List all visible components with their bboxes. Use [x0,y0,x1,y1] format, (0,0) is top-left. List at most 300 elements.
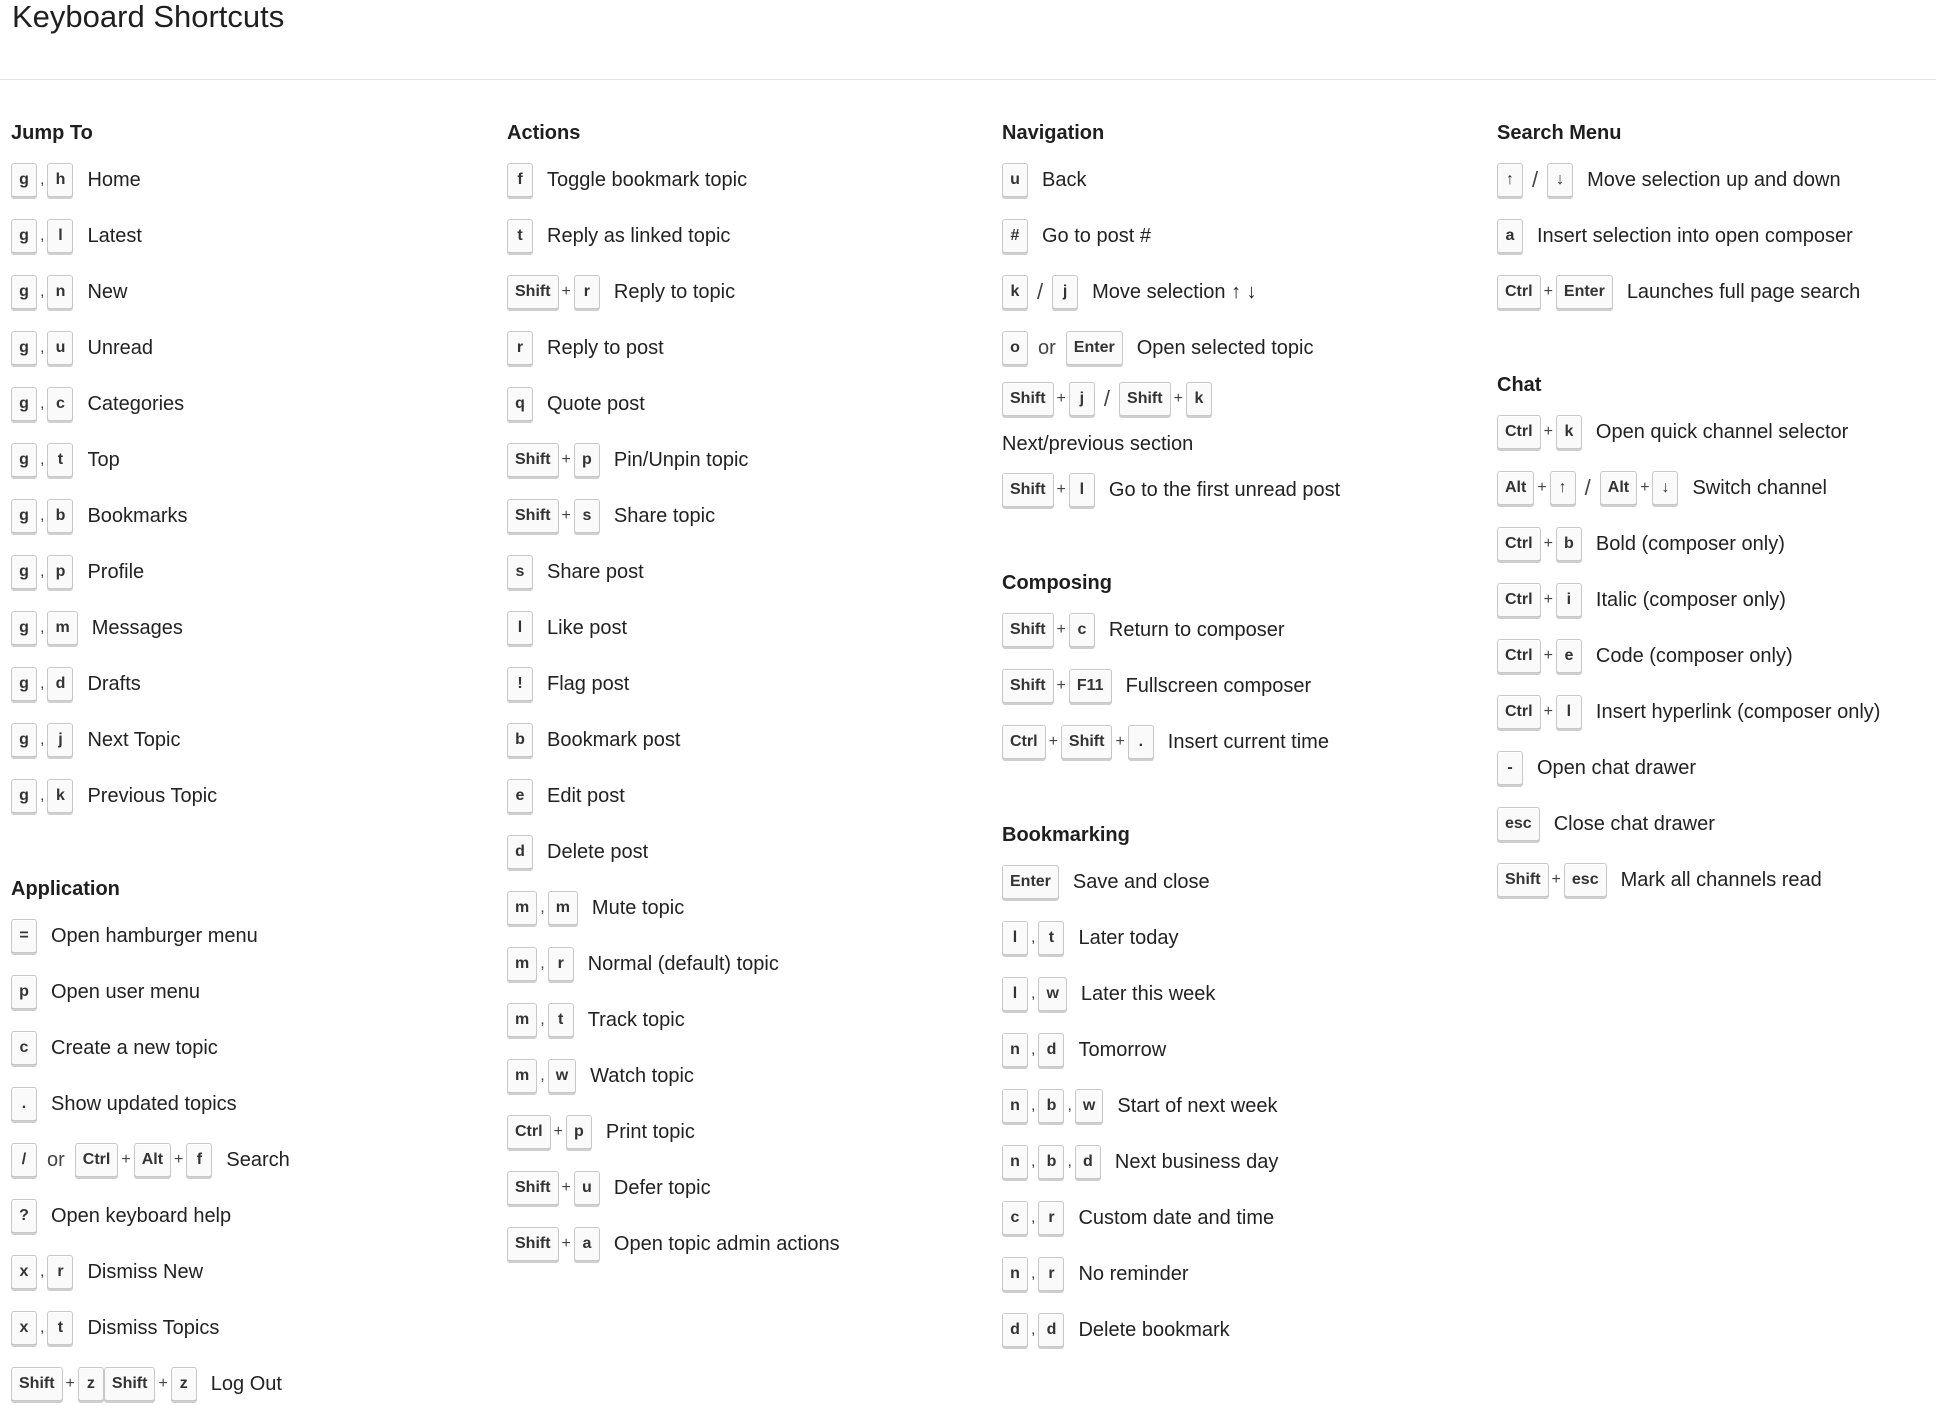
section-jump-to [11,96,290,824]
shortcut-row-custom-date-and-time [1002,1190,1403,1246]
key-shift: Shift [1002,382,1054,416]
section-chat [1497,348,1880,908]
key-r: r [1038,1201,1064,1235]
shortcut-description: Share topic [613,504,716,527]
key-symbol: / [11,1143,37,1177]
shortcut-row-flag-post [507,656,840,712]
key-ctrl: Ctrl [1002,725,1046,759]
key-shift: Shift [1002,613,1054,647]
shortcut-row-share-post [507,544,840,600]
section-title-bookmarking: Bookmarking [1002,824,1130,846]
key-g: g [11,723,37,757]
comma-separator: , [40,451,45,468]
plus-separator: + [1048,733,1058,750]
section-bookmarking [1002,798,1403,1358]
key-l: l [507,611,533,645]
shortcut-description: Like post [547,616,628,639]
key-l: l [1002,977,1028,1011]
shortcut-description: Normal (default) topic [587,952,779,975]
shortcut-description: Delete bookmark [1078,1318,1230,1341]
shortcut-row-print-topic [507,1104,840,1160]
shortcut-row-like-post [507,600,840,656]
shortcut-row-reply-to-topic [507,264,840,320]
shortcut-description: Open selected topic [1136,336,1314,359]
page-title: Keyboard Shortcuts [12,0,285,34]
shortcut-description: Bookmarks [87,504,188,527]
comma-separator: , [40,731,45,748]
key-w: w [548,1059,576,1093]
comma-separator: , [540,1011,545,1028]
key-c: c [11,1031,37,1065]
key-ctrl: Ctrl [1497,527,1541,561]
shortcut-description: Save and close [1072,870,1210,893]
shortcut-description: Dismiss Topics [87,1316,220,1339]
shortcut-description: Launches full page search [1626,280,1861,303]
key-g: g [11,667,37,701]
shortcut-row-launches-full-page-search [1497,264,1880,320]
key-p: p [47,555,73,589]
shortcut-row-mark-all-channels-read [1497,852,1880,908]
shortcut-row-tomorrow [1002,1022,1403,1078]
plus-separator: + [553,1123,563,1140]
shortcut-row-bookmarks [11,488,290,544]
shortcut-description: Insert selection into open composer [1537,224,1853,247]
shortcut-description: Open topic admin actions [613,1232,840,1255]
shortcut-row-quote-post [507,376,840,432]
key-d: d [1075,1145,1101,1179]
key-shift: Shift [11,1367,63,1401]
column-3 [1002,96,1403,1358]
key-esc: esc [1497,807,1540,841]
key-alt: Alt [1497,471,1534,505]
shortcut-row-pin-unpin-topic [507,432,840,488]
key-symbol: ! [507,667,533,701]
shortcut-row-normal-default-topic [507,936,840,992]
plus-separator: + [1056,390,1066,408]
key-shift: Shift [1497,863,1549,897]
key-k: k [1002,275,1028,309]
comma-separator: , [40,395,45,412]
slash-separator: / [1103,386,1111,412]
shortcut-row-defer-topic [507,1160,840,1216]
shortcut-row-mute-topic [507,880,840,936]
shortcut-row-open-user-menu [11,964,290,1020]
section-actions [507,96,840,1272]
shortcut-description: Insert current time [1167,730,1329,753]
key-a: a [1497,219,1523,253]
section-title-navigation: Navigation [1002,122,1105,144]
comma-separator: , [40,507,45,524]
key-l: l [1069,473,1095,507]
key-symbol: . [1128,725,1154,759]
key-f11: F11 [1069,669,1112,703]
shortcut-description: Close chat drawer [1553,812,1715,835]
shortcut-description: Return to composer [1108,618,1285,641]
shortcut-description: Messages [91,616,183,639]
key-l: l [1002,921,1028,955]
key-f: f [507,163,533,197]
shortcut-row-create-a-new-topic [11,1020,290,1076]
shortcut-description: Mark all channels read [1620,868,1822,891]
key-d: d [1038,1033,1064,1067]
shortcut-description: Top [87,448,120,471]
plus-separator: + [1537,479,1547,496]
shortcut-description: Open quick channel selector [1595,420,1849,443]
comma-separator: , [540,1067,545,1084]
key-t: t [47,1311,73,1345]
plus-separator: + [561,1235,571,1252]
shortcut-row-go-to-the-first-unread-post [1002,462,1403,518]
key-m: m [507,891,537,925]
shortcut-row-categories [11,376,290,432]
shortcut-row-switch-channel [1497,460,1880,516]
shortcut-description: Categories [87,392,185,415]
key-x: x [11,1311,37,1345]
comma-separator: , [40,787,45,804]
shortcut-row-back [1002,152,1403,208]
column-1 [11,96,290,1412]
key-t: t [548,1003,574,1037]
shortcut-description: Pin/Unpin topic [613,448,749,471]
key-shift: Shift [104,1367,156,1401]
key-c: c [47,387,73,421]
plus-separator: + [1056,621,1066,638]
key-ctrl: Ctrl [75,1143,119,1177]
or-separator: or [47,1148,65,1171]
key-j: j [1069,382,1095,416]
key-p: p [11,975,37,1009]
shortcut-row-open-topic-admin-actions [507,1216,840,1272]
key-s: s [507,555,533,589]
comma-separator: , [1031,1321,1036,1338]
key-m: m [47,611,77,645]
comma-separator: , [1067,1097,1072,1114]
shortcut-description: Fullscreen composer [1125,674,1312,697]
key-a: a [574,1227,600,1261]
key-symbol: ↑ [1550,471,1576,505]
key-w: w [1075,1089,1103,1123]
shortcut-description: Custom date and time [1078,1206,1275,1229]
shortcut-description: Move selection up and down [1587,168,1841,191]
key-ctrl: Ctrl [507,1115,551,1149]
or-separator: or [1038,336,1056,359]
shortcut-row-profile [11,544,290,600]
plus-separator: + [1115,733,1125,750]
shortcut-row-drafts [11,656,290,712]
shortcut-row-start-of-next-week [1002,1078,1403,1134]
section-search-menu [1497,96,1880,320]
key-g: g [11,219,37,253]
comma-separator: , [40,675,45,692]
shortcut-row-delete-bookmark [1002,1302,1403,1358]
shortcut-description: Later this week [1080,982,1216,1005]
shortcut-row-open-chat-drawer [1497,740,1880,796]
key-symbol: ↓ [1652,471,1678,505]
plus-separator: + [561,283,571,300]
key-p: p [566,1115,592,1149]
shortcut-description: Print topic [605,1120,695,1143]
shortcut-row-dismiss-new [11,1244,290,1300]
key-esc: esc [1564,863,1607,897]
key-t: t [47,443,73,477]
shortcut-row-reply-as-linked-topic [507,208,840,264]
key-shift: Shift [507,443,559,477]
plus-separator: + [1543,535,1553,552]
shortcut-description: Next/previous section [1002,432,1194,455]
plus-separator: + [1173,390,1183,408]
comma-separator: , [1067,1153,1072,1170]
key-enter: Enter [1556,275,1613,309]
key-g: g [11,779,37,813]
key-m: m [548,891,578,925]
shortcut-row-watch-topic [507,1048,840,1104]
shortcut-description: Flag post [547,672,630,695]
shortcut-description: New [87,280,128,303]
key-symbol: ↓ [1547,163,1573,197]
section-application [11,852,290,1412]
shortcut-description: Go to post # [1042,224,1151,247]
shortcut-description: Share post [547,560,644,583]
shortcut-row-close-chat-drawer [1497,796,1880,852]
shortcut-description: Start of next week [1117,1094,1278,1117]
key-r: r [1038,1257,1064,1291]
key-r: r [47,1255,73,1289]
shortcut-row-later-today [1002,910,1403,966]
shortcut-row-track-topic [507,992,840,1048]
shortcut-row-new [11,264,290,320]
shortcut-description: Show updated topics [51,1092,237,1115]
shortcut-description: Drafts [87,672,141,695]
key-e: e [1556,639,1582,673]
shortcut-row-show-updated-topics [11,1076,290,1132]
shortcut-row-messages [11,600,290,656]
plus-separator: + [158,1375,168,1392]
comma-separator: , [40,227,45,244]
comma-separator: , [540,899,545,916]
shortcut-row-unread [11,320,290,376]
shortcut-description: Code (composer only) [1595,644,1793,667]
key-t: t [507,219,533,253]
key-n: n [47,275,73,309]
header-divider [0,79,1936,80]
key-symbol: ↑ [1497,163,1523,197]
shortcut-description: No reminder [1078,1262,1189,1285]
section-title-chat: Chat [1497,374,1542,396]
comma-separator: , [1031,1041,1036,1058]
shortcut-row-latest [11,208,290,264]
key-u: u [47,331,73,365]
plus-separator: + [1543,647,1553,664]
column-4 [1497,96,1880,908]
key-enter: Enter [1066,331,1123,365]
shortcut-description: Open chat drawer [1537,756,1696,779]
shortcut-description: Go to the first unread post [1108,478,1341,501]
shortcut-row-fullscreen-composer [1002,658,1403,714]
key-shift: Shift [1061,725,1113,759]
key-k: k [47,779,73,813]
comma-separator: , [40,171,45,188]
shortcut-row-search [11,1132,290,1188]
slash-separator: / [1532,167,1539,192]
key-shift: Shift [1002,473,1054,507]
key-d: d [1002,1313,1028,1347]
shortcut-row-next-business-day [1002,1134,1403,1190]
shortcut-row-italic-composer-only [1497,572,1880,628]
key-g: g [11,611,37,645]
plus-separator: + [1551,871,1561,888]
shortcut-description: Track topic [587,1008,685,1031]
comma-separator: , [1031,1209,1036,1226]
key-z: z [171,1367,197,1401]
key-j: j [47,723,73,757]
key-x: x [11,1255,37,1289]
key-f: f [186,1143,212,1177]
key-shift: Shift [507,1171,559,1205]
shortcut-description: Insert hyperlink (composer only) [1595,700,1881,723]
key-b: b [1038,1145,1064,1179]
shortcut-row-next-previous-section [1002,376,1403,462]
plus-separator: + [1543,423,1553,440]
key-g: g [11,331,37,365]
plus-separator: + [1543,703,1553,720]
shortcut-description: Search [226,1148,290,1171]
shortcut-description: Reply to topic [613,280,736,303]
shortcut-description: Bold (composer only) [1595,532,1785,555]
key-alt: Alt [1600,471,1637,505]
plus-separator: + [561,507,571,524]
shortcut-row-later-this-week [1002,966,1403,1022]
key-q: q [507,387,533,421]
comma-separator: , [40,563,45,580]
comma-separator: , [1031,1265,1036,1282]
plus-separator: + [174,1151,184,1168]
key-n: n [1002,1145,1028,1179]
shortcut-description: Back [1042,168,1087,191]
shortcut-description: Mute topic [591,896,685,919]
key-g: g [11,163,37,197]
key-ctrl: Ctrl [1497,639,1541,673]
comma-separator: , [540,955,545,972]
shortcut-description: Profile [87,560,145,583]
comma-separator: , [1031,929,1036,946]
plus-separator: + [65,1375,75,1392]
section-title-application: Application [11,878,120,900]
shortcut-description: Open user menu [51,980,200,1003]
key-s: s [574,499,600,533]
key-b: b [507,723,533,757]
section-title-actions: Actions [507,122,581,144]
shortcut-description: Previous Topic [87,784,218,807]
key-n: n [1002,1089,1028,1123]
plus-separator: + [1543,283,1553,300]
shortcut-description: Watch topic [590,1064,694,1087]
shortcut-row-dismiss-topics [11,1300,290,1356]
plus-separator: + [1543,591,1553,608]
shortcut-row-insert-hyperlink-composer-only [1497,684,1880,740]
key-p: p [574,443,600,477]
comma-separator: , [1031,985,1036,1002]
shortcut-description: Quote post [547,392,645,415]
key-m: m [507,1059,537,1093]
comma-separator: , [40,339,45,356]
comma-separator: , [1031,1153,1036,1170]
shortcut-row-edit-post [507,768,840,824]
plus-separator: + [1640,479,1650,496]
shortcut-description: Latest [87,224,142,247]
key-h: h [47,163,73,197]
key-o: o [1002,331,1028,365]
key-m: m [507,947,537,981]
key-u: u [574,1171,600,1205]
shortcut-description: Create a new topic [51,1036,218,1059]
key-r: r [548,947,574,981]
slash-separator: / [1037,279,1044,304]
key-r: r [574,275,600,309]
key-k: k [1556,415,1582,449]
comma-separator: , [40,619,45,636]
key-b: b [1556,527,1582,561]
comma-separator: , [40,283,45,300]
plus-separator: + [1056,481,1066,498]
key-ctrl: Ctrl [1497,275,1541,309]
shortcut-row-reply-to-post [507,320,840,376]
shortcut-row-next-topic [11,712,290,768]
key-symbol: ? [11,1199,37,1233]
shortcut-description: Italic (composer only) [1595,588,1786,611]
shortcut-row-toggle-bookmark-topic [507,152,840,208]
shortcut-row-code-composer-only [1497,628,1880,684]
key-b: b [1038,1089,1064,1123]
key-i: i [1556,583,1582,617]
section-navigation [1002,96,1403,518]
key-shift: Shift [507,1227,559,1261]
key-symbol: # [1002,219,1028,253]
shortcut-description: Later today [1078,926,1179,949]
shortcut-description: Bookmark post [547,728,681,751]
shortcut-row-insert-selection-into-open-composer [1497,208,1880,264]
slash-separator: / [1584,475,1591,500]
key-r: r [507,331,533,365]
shortcut-description: Log Out [210,1372,282,1395]
shortcut-row-open-selected-topic [1002,320,1403,376]
key-enter: Enter [1002,865,1059,899]
plus-separator: + [1056,677,1066,694]
key-l: l [1556,695,1582,729]
shortcut-row-log-out [11,1356,290,1412]
key-z: z [78,1367,104,1401]
shortcut-row-move-selection-up-and-down [1497,152,1880,208]
shortcut-row-open-keyboard-help [11,1188,290,1244]
shortcut-description: Home [87,168,141,191]
shortcut-description: Reply as linked topic [547,224,731,247]
shortcut-row-open-hamburger-menu [11,908,290,964]
key-k: k [1186,382,1212,416]
shortcut-description: Delete post [547,840,649,863]
shortcut-description: Dismiss New [87,1260,204,1283]
column-2 [507,96,840,1272]
key-t: t [1038,921,1064,955]
shortcut-row-return-to-composer [1002,602,1403,658]
key-u: u [1002,163,1028,197]
shortcut-row-previous-topic [11,768,290,824]
key-d: d [507,835,533,869]
section-title-jump-to: Jump To [11,122,93,144]
key-e: e [507,779,533,813]
key-c: c [1069,613,1095,647]
key-symbol: = [11,919,37,953]
shortcut-description: Switch channel [1692,476,1827,499]
key-d: d [1038,1313,1064,1347]
